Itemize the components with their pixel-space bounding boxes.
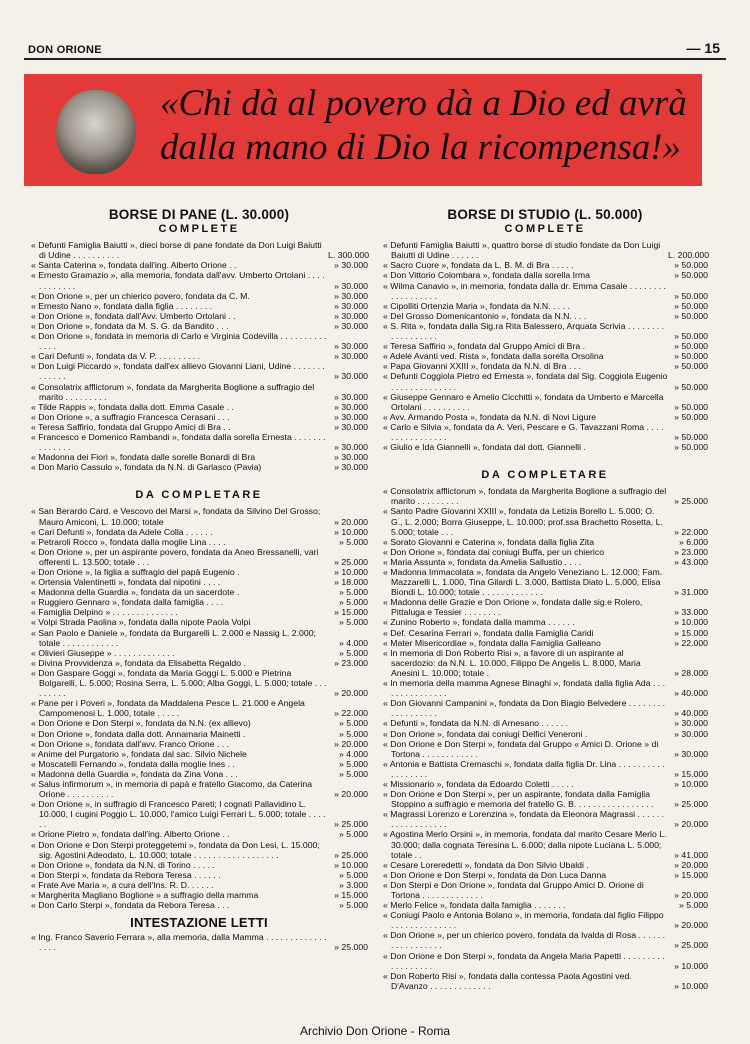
entry-text: « Don Orione e Don Sterpi », fondata da Don Luca Danna [383, 869, 607, 880]
entry-text: « Antonia e Battista Cremaschi », fondata dalla figlia Dr. Lina . . . . . . . . . . . . . . . . . . [383, 758, 665, 779]
entry-amount: » 20.000 [674, 920, 708, 931]
entry-text: « Avv. Armando Posta », fondata da N.N. di Novi Ligure [383, 411, 597, 422]
entry-amount: » 22.000 [334, 708, 368, 719]
entry-text: « Coniugi Paolo e Antonia Bolano », in memoria, fondata dal figlio Filippo . . . . . . . . . . . . . . [383, 910, 664, 931]
entry-text: « In memoria di Don Roberto Risi », a favore di un aspirante al sacerdozio: da N.N. L. 10.000, Filippo De Angelis L. 8.000, Maria Anesini L. 10.000; totale . [383, 647, 641, 678]
entry-amount: » 25.000 [334, 942, 368, 953]
entry-amount: » 28.000 [674, 667, 708, 678]
entry-amount: » 30.000 [334, 452, 368, 463]
entry-text: « Defunti Famiglia Baiutti », quattro borse di studio fondate da Don Luigi Baiutti di Udine . . . . . . [383, 240, 661, 261]
entry-text: « Ernesto Gramazio », alla memoria, fondata dall'avv. Umberto Ortolani . . . . . . . . . . . . [31, 270, 325, 291]
entry-text: « Teresa Saffirio », fondata dal Gruppo Amici di Bra . [383, 341, 586, 352]
list-item [382, 361, 708, 371]
entry-amount: » 50.000 [674, 351, 708, 362]
entry-text: « Pane per i Poveri », fondata da Maddalena Pesce L. 21.000 e Angela Campomenosi L. 1.000, totale . . . . . [31, 698, 305, 719]
list-item [382, 759, 708, 779]
list-item [30, 658, 368, 668]
entry-text: « In memoria della mamma Agnese Binaghi », fondata dalla figlia Ada . . . . . . . . . . . . . . . [383, 678, 666, 699]
entry-amount: » 25.000 [674, 799, 708, 810]
entry-amount: » 15.000 [334, 890, 368, 900]
list-item [30, 402, 368, 412]
list-item [30, 779, 368, 799]
entry-text: « Don Gaspare Goggi », fondata da Maria Goggi L. 5.000 e Pietrina Bolgarelli, L. 5.000; Rosina Serra, L. 5.000; Alba Goggi, L. 5.000; totale . . . . . . . . . [31, 667, 327, 699]
entry-text: « Maria Assunta », fondata da Amelia Sallustio . . . . [383, 556, 582, 567]
left-column [30, 200, 368, 952]
letti-list [30, 932, 368, 952]
left-complete-heading: COMPLETE [158, 223, 240, 236]
entry-text: « Ernesto Nano », fondata dalla figlia . . . . . . . . [31, 300, 213, 311]
list-item [382, 301, 708, 311]
entry-amount: » 15.000 [674, 869, 708, 880]
entry-text: « Frate Ave Maria », a cura dell'Ins. R. D. . . . . . [31, 879, 214, 890]
entry-amount: » 50.000 [674, 270, 708, 281]
entry-text: « Madonna Immacolata », fondata da Angelo Veneziano L. 12.000; Fam. Mazzarelli L. 1.000, Tina Gilardi L. 3.000, Battista Diato L. 5.000, Elisa Biondi L. 10.000; totale . . . . . . . . . . . . . [383, 567, 663, 598]
list-item [382, 240, 708, 260]
entry-amount: L. 200.000 [668, 250, 710, 261]
entry-text: « Don Orione e Don Sterpi », per un aspirante, fondata dalla Famiglia Stoppino a suffragio e memoria del fratello G. B. . . . . . . . . . . . . . . . . [383, 789, 654, 810]
entry-amount: » 30.000 [334, 371, 368, 382]
entry-amount: » 5.000 [339, 617, 368, 628]
entry-text: « Don Orione », la figlia a suffragio del papà Eugenio . [31, 567, 240, 577]
list-item [30, 698, 368, 718]
right-complete-list [382, 240, 708, 452]
entry-text: « Don Orione », per un chierico povero, fondata da Ivalda di Rosa . . . . . . . . . . . . . . . . . [383, 930, 666, 951]
entry-text: « Consolatrix afflictorum », fondata da Margherita Boglione a suffragio del marito . . . . . . . . . [31, 381, 315, 402]
list-item [382, 422, 708, 442]
list-item [382, 638, 708, 648]
entry-amount: » 5.000 [339, 768, 368, 779]
list-item [30, 452, 368, 462]
entry-text: « Ortensia Valentinetti », fondata dal nipotini . . . . [31, 577, 221, 588]
entry-text: « Magrassi Lorenzo e Lorenzina », fondata da Eleonora Magrassi . . . . . . . . . . . . . . . . . . [383, 809, 665, 830]
left-todo-list [30, 506, 368, 910]
entry-amount: » 18.000 [334, 577, 368, 588]
entry-text: « Don Vittorio Colombara », fondata dalla sorella Irma [383, 270, 591, 281]
entry-amount: » 40.000 [674, 708, 708, 719]
entry-amount: » 30.000 [334, 300, 368, 311]
entry-amount: » 20.000 [334, 688, 368, 699]
entry-text: « Don Orione », fondata dall'avv. Franco Orione . . . [31, 738, 230, 749]
entry-text: « Don Orione e Don Sterpi proteggetemi », fondata da Don Lesi, L. 15.000; sig. Agostini Adeodato, L. 10.000; totale . . . . . . . . . . . . . . . . . . [31, 839, 320, 860]
entry-amount: » 43.000 [674, 556, 708, 567]
list-item [30, 382, 368, 402]
entry-amount: » 50.000 [674, 401, 708, 412]
intestazione-letti-title: INTESTAZIONE LETTI [130, 915, 268, 931]
entry-amount: » 30.000 [674, 728, 708, 739]
entry-amount: » 10.000 [674, 980, 708, 991]
list-item [382, 260, 708, 270]
list-item [382, 557, 708, 567]
entry-amount: » 15.000 [674, 627, 708, 638]
entry-text: « Mater Misericordiae », fondata dalla Famiglia Galleano [383, 637, 601, 648]
list-item [30, 900, 368, 910]
entry-text: « Defunti », fondata da N.N. di Arnesano . . . . . . [383, 718, 568, 729]
entry-text: « Francesco e Domenico Rambandi », fondata dalla sorella Ernesta . . . . . . . . . . . . . . [31, 431, 326, 453]
entry-text: « Cesare Loreredetti », fondata da Don Silvio Ubaldi . [383, 859, 589, 870]
entry-text: « Don Orione », a suffragio Francesca Cerasani . . . [31, 411, 230, 422]
entry-amount: » 30.000 [334, 411, 368, 422]
list-item [382, 537, 708, 547]
entry-amount: » 25.000 [334, 556, 368, 567]
list-item [382, 506, 708, 536]
entry-text: « Wilma Canavio », in memoria, fondata dalla dr. Emma Casale . . . . . . . . . . . . . . . . . . [383, 280, 666, 301]
list-item [30, 321, 368, 331]
entry-amount: » 5.000 [339, 718, 368, 729]
list-item [30, 749, 368, 759]
list-item [382, 648, 708, 678]
entry-text: « Famiglia Delpino » . . . . . . . . . . . . . . [31, 607, 178, 618]
list-item [30, 840, 368, 860]
archive-footer: Archivio Don Orione - Roma [299, 1024, 451, 1038]
entry-text: « Don Orione e Don Sterpi », fondata da Angela Maria Papetti . . . . . . . . . . . . . . . . . . [383, 950, 665, 971]
entry-amount: » 30.000 [674, 718, 708, 729]
left-todo-heading: DA COMPLETARE [135, 489, 263, 502]
entry-amount: » 30.000 [334, 280, 368, 291]
list-item [382, 900, 708, 910]
list-item [382, 698, 708, 718]
entry-text: « Del Grosso Domenicantonio », fondata da N.N. . . . [383, 310, 587, 321]
entry-amount: » 5.000 [339, 587, 368, 598]
entry-amount: » 30.000 [334, 351, 368, 362]
entry-text: « Don Luigi Piccardo », fondata dall'ex allievo Giovanni Liani, Udine . . . . . . . . . . . . . [31, 361, 325, 382]
list-item [30, 291, 368, 301]
list-item [30, 311, 368, 321]
entry-amount: » 50.000 [674, 300, 708, 311]
entry-amount: » 30.000 [334, 462, 368, 473]
list-item [30, 648, 368, 658]
entry-amount: » 22.000 [674, 637, 708, 648]
entry-text: « Olivieri Giuseppe » . . . . . . . . . . . . . [31, 647, 175, 658]
entry-text: « Zunino Roberto », fondata dalla mamma . . . . . . [383, 617, 575, 628]
entry-amount: » 50.000 [674, 290, 708, 301]
entry-amount: » 30.000 [334, 442, 368, 453]
entry-text: « Don Giovanni Campanini », fondata da Don Biagio Belvedere . . . . . . . . . . . . . . . . . . [383, 698, 666, 719]
entry-amount: » 10.000 [674, 960, 708, 971]
list-item [382, 860, 708, 870]
banner-quote [160, 82, 694, 170]
entry-amount: » 30.000 [334, 260, 368, 271]
banner-quote-line1: «Chi dà al povero dà a Dio ed avrà [160, 83, 687, 124]
entry-text: « Don Orione e Don Sterpi », fondata da N.N. (ex allievo) [31, 718, 251, 729]
list-item [30, 880, 368, 890]
entry-text: « San Berardo Card. e Vescovo dei Marsi », fondata da Silvino Del Grosso; Mauro Amiconi, L. 10.000; totale [31, 506, 321, 527]
entry-amount: » 10.000 [674, 617, 708, 628]
entry-amount: » 30.000 [334, 290, 368, 301]
list-item [30, 628, 368, 648]
list-item [382, 281, 708, 301]
entry-amount: » 6.000 [679, 536, 708, 547]
entry-amount: » 5.000 [339, 536, 368, 547]
entry-text: « Tilde Rappis », fondata dalla dott. Emma Casale . . [31, 401, 234, 412]
entry-text: « Don Orione », fondata da N.N. di Torino . . . . . [31, 859, 215, 870]
entry-amount: » 23.000 [334, 657, 368, 668]
quote-banner [24, 74, 702, 186]
list-item [30, 260, 368, 270]
entry-amount: » 25.000 [334, 849, 368, 860]
entry-text: « Madonna dei Fiori », fondata dalle sorelle Bonardi di Bra [31, 452, 256, 463]
list-item [382, 412, 708, 422]
entry-text: « Def. Cesarina Ferrari », fondata dalla Famiglia Caridi [383, 627, 594, 638]
entry-text: « Papa Giovanni XXIII », fondata da N.N. di Bra . . . [383, 361, 581, 372]
entry-text: « Defunti Famiglia Baiutti », dieci borse di pane fondate da Don Luigi Baiutti di Udine . . . . . . . . . . [31, 240, 322, 261]
list-item [30, 769, 368, 779]
right-todo-list [382, 486, 708, 991]
right-column [382, 200, 708, 991]
list-item [382, 809, 708, 829]
entry-amount: » 4.000 [339, 748, 368, 759]
list-item [30, 617, 368, 627]
entry-text: « Agostina Merlo Orsini », in memoria, fondata dal marito Cesare Merlo L. 30.000; dalla cognata Teresina L. 6.000; dalla nipote Luciana L. 5.000; totale . . [383, 829, 667, 860]
entry-amount: » 31.000 [674, 587, 708, 598]
entry-text: « Cari Defunti », fondata da Adele Colla . . . . . . [31, 526, 213, 537]
entry-amount: » 50.000 [674, 431, 708, 442]
list-item [382, 567, 708, 597]
list-item [382, 617, 708, 627]
entry-amount: » 20.000 [674, 859, 708, 870]
entry-amount: » 30.000 [334, 421, 368, 432]
list-item [30, 597, 368, 607]
entry-amount: » 30.000 [334, 401, 368, 412]
entry-text: « Sacro Cuore », fondata da L. B. M. di Bra . . . . . [383, 260, 574, 271]
entry-amount: » 50.000 [674, 341, 708, 352]
entry-amount: » 5.000 [339, 900, 368, 911]
entry-amount: » 50.000 [674, 381, 708, 392]
list-item [382, 341, 708, 351]
list-item [382, 718, 708, 728]
entry-amount: » 30.000 [674, 748, 708, 759]
entry-text: « Don Mario Cassulo », fondata da N.N. di Garlasco (Pavia) [31, 462, 262, 473]
entry-amount: » 40.000 [674, 688, 708, 699]
entry-text: « Sorato Giovanni e Caterina », fondata dalla figlia Zita [383, 536, 595, 547]
list-item [382, 628, 708, 638]
entry-text: « Merlo Felice », fondata dalla famiglia . . . . . . . [383, 900, 566, 911]
list-item [30, 351, 368, 361]
entry-amount: » 5.000 [339, 869, 368, 880]
entry-text: « Santo Padre Giovanni XXIII », fondata da Letizia Borello L. 5.000; O. G., L. 2.000; Borra Giuseppe, L. 10.000; prof.ssa Brachetto Rosetta, L. 5.000; totale . . . [383, 506, 663, 537]
right-complete-heading: COMPLETE [504, 223, 586, 236]
borse-di-studio-title: BORSE DI STUDIO (L. 50.000) [447, 207, 643, 222]
entry-text: « S. Rita », fondata dalla Sig.ra Rita Balessero, Arquata Scrivia . . . . . . . . . . . . . . . . . . [383, 320, 665, 342]
entry-text: « Don Orione », per un chierico povero, fondata da C. M. [31, 290, 250, 301]
list-item [382, 270, 708, 280]
entry-amount: » 30.000 [334, 391, 368, 402]
entry-text: « Ing. Franco Saverio Ferrara », alla memoria, dalla Mamma . . . . . . . . . . . . . . . . . [31, 932, 327, 953]
entry-text: « Don Orione », per un aspirante povero, fondata da Aneo Bressanelli, vari offerenti L. 13.500; totale . . . [31, 546, 319, 567]
list-item [30, 240, 368, 260]
list-item [382, 951, 708, 971]
list-item [382, 870, 708, 880]
entry-amount: » 5.000 [339, 597, 368, 608]
banner-quote-line2: dalla mano di Dio la ricompensa!» [160, 127, 682, 168]
entry-text: « Don Orione », fondata in memoria di Carlo e Virginia Codevilla . . . . . . . . . . . . . . [31, 331, 327, 352]
entry-text: « Ruggiero Gennaro », fondata dalla famiglia . . . . [31, 597, 224, 608]
entry-amount: » 25.000 [674, 940, 708, 951]
list-item [30, 932, 368, 952]
entry-amount: L. 300.000 [328, 250, 370, 261]
entry-text: « Defunti Coggiola Pietro ed Ernesta », fondata dal Sig. Coggiola Eugenio . . . . . . . . . . . . . . [383, 371, 668, 392]
list-item [382, 351, 708, 361]
list-item [30, 412, 368, 422]
entry-text: « Salus infirmorum », in memoria di papà e fratello Giacomo, da Caterina Orione . . . . . . . . . . [31, 778, 313, 800]
list-item [382, 880, 708, 900]
entry-text: « Consolatrix afflictorum », fondata da Margherita Boglione a suffragio del marito . . . . . . . . . [383, 486, 667, 507]
list-item [382, 739, 708, 759]
entry-amount: » 20.000 [334, 738, 368, 749]
entry-text: « Carlo e Silvia », fondata da A. Veri, Pescare e G. Tavazzani Roma . . . . . . . . . . . . . . . . [383, 421, 664, 442]
entry-amount: » 4.000 [339, 637, 368, 648]
page-header-title: DON ORIONE [28, 44, 102, 56]
entry-amount: » 50.000 [674, 260, 708, 271]
entry-amount: » 10.000 [334, 859, 368, 870]
entry-text: « Don Carlo Sterpi », fondata da Rebora Teresa . . . [31, 900, 230, 911]
entry-amount: » 10.000 [674, 778, 708, 789]
list-item [382, 910, 708, 930]
entry-amount: » 23.000 [674, 546, 708, 557]
entry-text: « Cari Defunti », fondata da V. P. . . . . . . . . . [31, 351, 201, 362]
entry-amount: » 30.000 [334, 320, 368, 331]
entry-amount: » 50.000 [674, 310, 708, 321]
list-item [30, 301, 368, 311]
entry-text: « Orione Pietro », fondata dall'ing. Alberto Orione . . [31, 829, 230, 840]
entry-amount: » 5.000 [679, 900, 708, 911]
list-item [382, 311, 708, 321]
right-todo-heading: DA COMPLETARE [481, 469, 609, 482]
list-item [30, 759, 368, 769]
entry-amount: » 5.000 [339, 728, 368, 739]
list-item [30, 668, 368, 698]
list-item [382, 729, 708, 739]
list-item [382, 779, 708, 789]
entry-text: « Madonna della Guardia », fondata da Zina Vona . . . [31, 768, 238, 779]
list-item [30, 422, 368, 432]
entry-text: « Cipolliti Ortenzia Maria », fondata da N.N. . . . . [383, 300, 570, 311]
entry-amount: » 15.000 [334, 607, 368, 618]
list-item [30, 331, 368, 351]
entry-text: « Giuseppe Gennaro e Amelio Cicchitti », fondata da Umberto e Marcella Ortolani . . . . . . . . . . [383, 391, 664, 412]
entry-text: « Adele Avanti ved. Rista », fondata dalla sorella Orsolina [383, 351, 604, 362]
page-number: — 15 [686, 40, 720, 56]
list-item [30, 870, 368, 880]
list-item [382, 829, 708, 859]
list-item [30, 729, 368, 739]
entry-amount: » 30.000 [334, 310, 368, 321]
entry-amount: » 50.000 [674, 442, 708, 453]
entry-text: « Don Orione », in suffragio di Francesco Pareti; I cognati Pallavidino L. 10.000, I cugini Poggio L. 10.000, l'amico Luigi Ferrari L. 5.000; totale . . . . . . [31, 799, 326, 830]
list-item [382, 486, 708, 506]
entry-amount: » 10.000 [334, 526, 368, 537]
list-item [30, 577, 368, 587]
list-item [382, 442, 708, 452]
list-item [30, 587, 368, 597]
list-item [30, 462, 368, 472]
list-item [382, 930, 708, 950]
entry-amount: » 50.000 [674, 331, 708, 342]
list-item [30, 890, 368, 900]
entry-text: « Madonna delle Grazie e Don Orione », fondata dalle sig.e Rolero, Pittaluga e Tessier . . . . . . . . [383, 597, 643, 618]
entry-text: « Petraroli Rocco », fondata dalla moglie Lina . . . . [31, 536, 226, 547]
entry-text: « Divina Provvidenza », fondata da Elisabetta Regaldo . [31, 657, 246, 668]
entry-amount: » 3.000 [339, 879, 368, 890]
entry-amount: » 41.000 [674, 849, 708, 860]
list-item [30, 361, 368, 381]
entry-amount: » 5.000 [339, 647, 368, 658]
entry-text: « Teresa Saffirio, fondata dal Gruppo Amici di Bra . . [31, 421, 231, 432]
list-item [382, 971, 708, 991]
list-item [30, 607, 368, 617]
list-item [382, 678, 708, 698]
entry-amount: » 22.000 [674, 526, 708, 537]
list-item [30, 829, 368, 839]
entry-text: « Santa Caterina », fondata dall'ing. Alberto Orione . . [31, 260, 237, 271]
entry-text: « Don Orione », fondata dall'Avv. Umberto Ortolani . . [31, 310, 236, 321]
list-item [30, 718, 368, 728]
list-item [382, 321, 708, 341]
entry-text: « Don Sterpi », fondata da Rebora Teresa . . . . . . [31, 869, 221, 880]
header-rule [24, 58, 726, 60]
list-item [30, 799, 368, 829]
entry-amount: » 25.000 [334, 819, 368, 830]
list-item [30, 739, 368, 749]
entry-text: « Moscatelli Fernando », fondata dalla moglie Ines . . [31, 758, 235, 769]
list-item [30, 527, 368, 537]
entry-text: « Don Orione », fondata dai coniugi Buffa, per un chierico [383, 546, 605, 557]
entry-amount: » 50.000 [674, 411, 708, 422]
list-item [382, 547, 708, 557]
entry-amount: » 10.000 [334, 567, 368, 577]
list-item [382, 789, 708, 809]
entry-text: « Don Roberto Risi », fondata dalla contessa Paola Agostini ved. D'Avanzo . . . . . . . . . . . . . [383, 970, 632, 991]
entry-text: « Madonna della Guardia », fondata da un sacerdote . [31, 587, 240, 598]
entry-amount: » 20.000 [334, 789, 368, 800]
left-complete-list [30, 240, 368, 472]
borse-di-pane-title: BORSE DI PANE (L. 30.000) [108, 207, 290, 222]
entry-text: « Don Sterpi e Don Orione », fondata dal Gruppo Amici D. Orione di Tortona . . . . . . . . . . . . . [383, 879, 644, 900]
list-item [30, 567, 368, 577]
entry-amount: » 50.000 [674, 361, 708, 372]
entry-amount: » 20.000 [674, 890, 708, 900]
entry-text: « Volpi Strada Paolina », fondata dalla nipote Paola Volpi [31, 617, 251, 628]
entry-amount: » 25.000 [674, 496, 708, 507]
entry-text: « Anime del Purgatorio », fondata dal sac. Silvio Nichele [31, 748, 247, 759]
entry-amount: » 33.000 [674, 607, 708, 618]
list-item [30, 537, 368, 547]
entry-amount: » 5.000 [339, 829, 368, 840]
entry-text: « Don Orione », fondata da M. S. G. da Bandito . . . [31, 320, 229, 331]
entry-amount: » 30.000 [334, 341, 368, 352]
entry-text: « Don Orione », fondata dalla dott. Annamaria Mainetti . [31, 728, 246, 739]
list-item [30, 432, 368, 452]
entry-amount: » 5.000 [339, 758, 368, 769]
list-item [30, 860, 368, 870]
list-item [30, 547, 368, 567]
entry-amount: » 20.000 [334, 516, 368, 527]
entry-text: « Missionario », fondata da Edoardo Coletti . . . . . [383, 778, 574, 789]
list-item [382, 597, 708, 617]
entry-text: « San Paolo e Daniele », fondata da Burgarelli L. 2.000 e Nassig L. 2.000; totale . . . . . . . . . . . . [31, 627, 316, 648]
don-orione-portrait [56, 90, 136, 174]
entry-text: « Don Orione », fondata dai coniugi Delfici Veneroni . [383, 728, 588, 739]
list-item [30, 506, 368, 526]
entry-amount: » 15.000 [674, 768, 708, 779]
entry-text: « Margherita Magliano Boglione » a suffragio della mamma [31, 890, 259, 900]
list-item [30, 270, 368, 290]
entry-text: « Giulio e Ida Giannelli », fondata dal dott. Giannelli . [383, 442, 586, 453]
list-item [382, 371, 708, 391]
list-item [382, 392, 708, 412]
entry-amount: » 20.000 [674, 819, 708, 830]
entry-text: « Don Orione e Don Sterpi », fondata dal Gruppo « Amici D. Orione » di Tortona . . . . . . . . . . . . [383, 738, 659, 759]
